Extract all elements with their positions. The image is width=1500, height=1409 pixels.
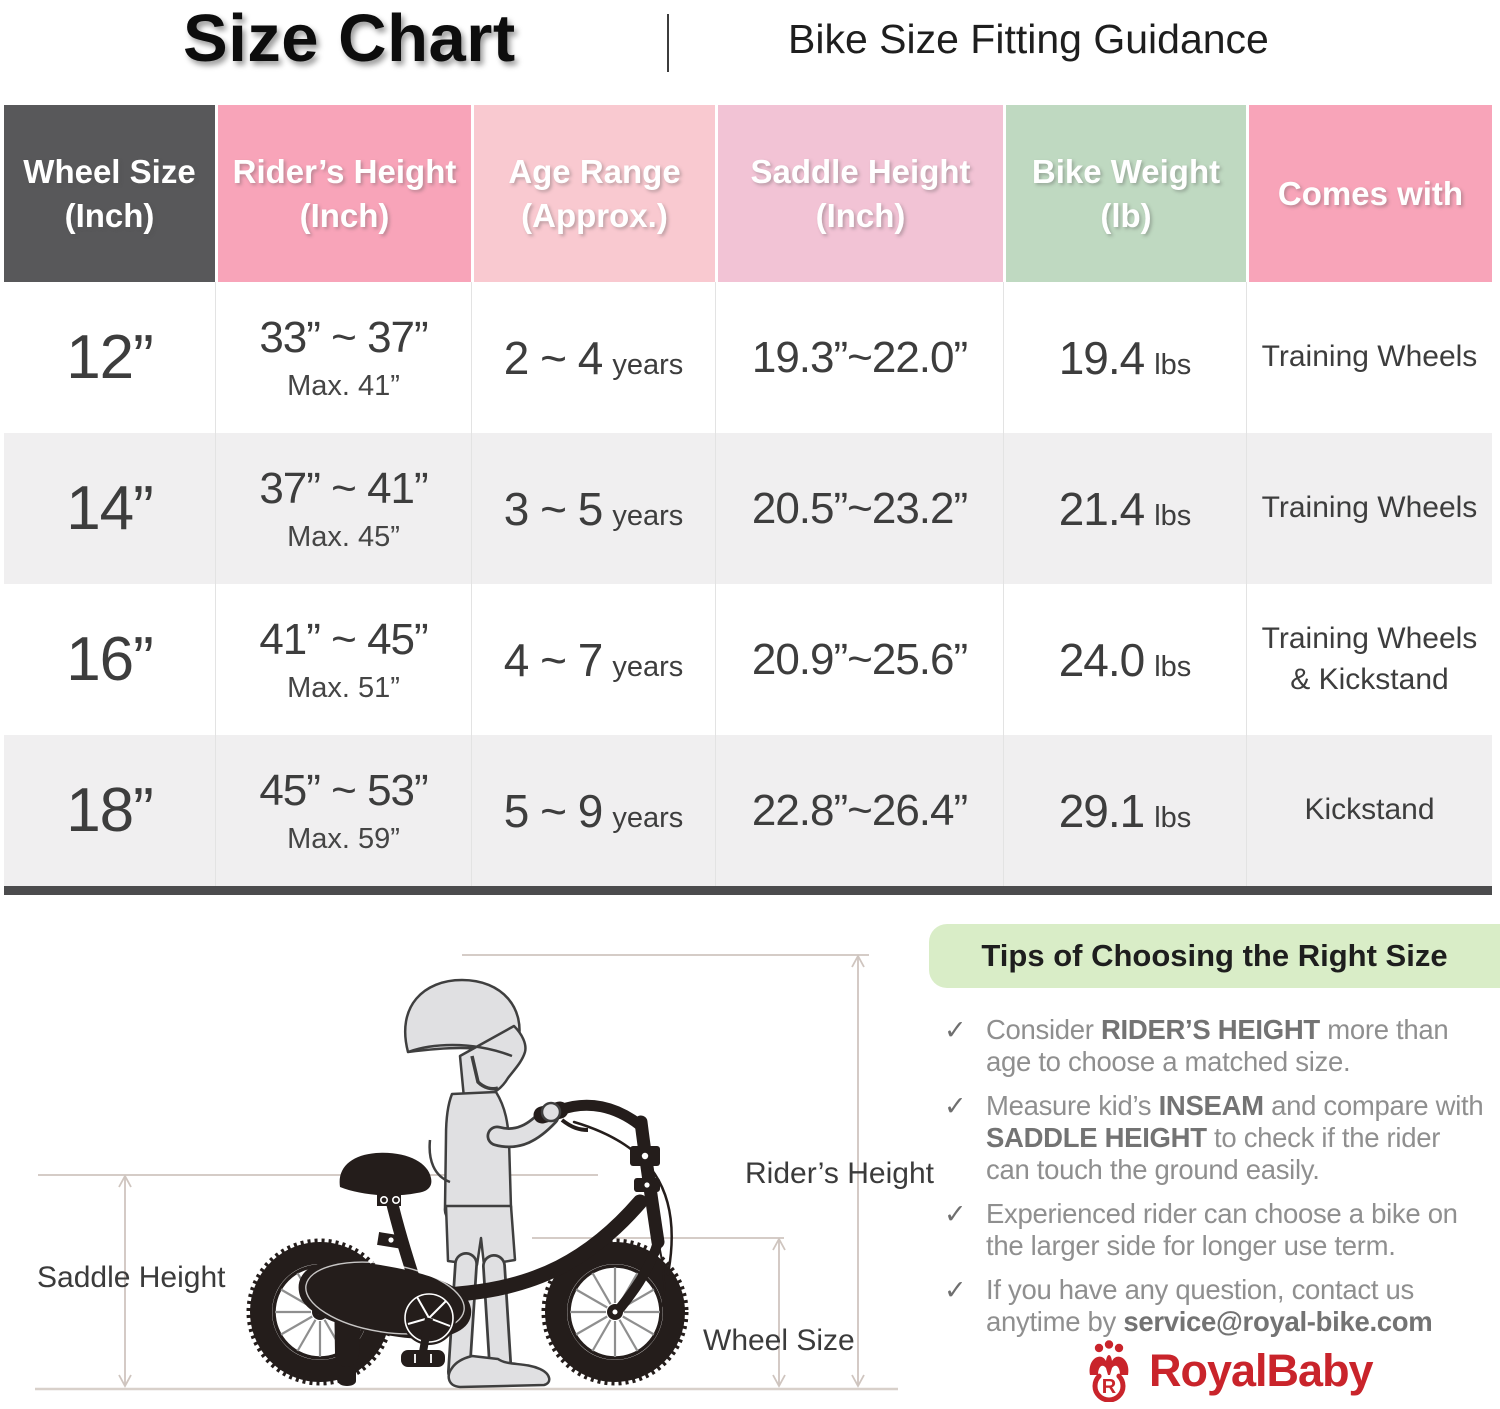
tip-text-part: Consider — [986, 1014, 1101, 1045]
column-header-saddle-height — [715, 105, 1003, 282]
table-cell-weight — [1003, 433, 1246, 584]
tip-text — [986, 1198, 1486, 1262]
tips-list — [944, 1014, 1489, 1338]
riders-height-label: Rider’s Height — [745, 1157, 934, 1190]
tip-text — [986, 1090, 1486, 1186]
table-cell-wheel — [4, 433, 215, 584]
tips-title-box — [929, 924, 1500, 988]
age-range-value: 4 ~ 7 — [503, 633, 603, 686]
table-cell-saddle — [715, 735, 1003, 886]
tip-text-part: INSEAM — [1158, 1090, 1264, 1121]
height-range-value: 37” ~ 41” — [259, 463, 428, 513]
tip-item — [944, 1198, 1489, 1262]
chain-guard — [299, 1252, 472, 1367]
wheel-size-value: 16” — [66, 625, 153, 694]
column-header-label: Age Range — [508, 152, 681, 190]
weight-unit: lbs — [1154, 801, 1192, 834]
title-divider — [667, 14, 669, 72]
age-unit: years — [612, 499, 684, 532]
height-max-value: Max. 51” — [287, 671, 400, 704]
column-header-label: (Inch) — [815, 196, 906, 234]
table-cell-age — [471, 433, 715, 584]
emblem-letter: R — [1101, 1376, 1117, 1398]
comes-with-value: Training Wheels — [1261, 340, 1478, 374]
weight-unit: lbs — [1154, 348, 1192, 381]
tip-item — [944, 1014, 1489, 1078]
table-bottom-bar — [4, 886, 1492, 895]
size-table — [4, 105, 1492, 886]
age-unit: years — [612, 650, 684, 683]
table-cell-saddle — [715, 433, 1003, 584]
column-header-label: Saddle Height — [750, 152, 971, 190]
shorts — [446, 1206, 515, 1265]
tip-text-part: Measure kid’s — [986, 1090, 1159, 1121]
table-cell-age — [471, 735, 715, 886]
column-header-label: Rider’s Height — [232, 152, 457, 190]
wheel-size-label: Wheel Size — [703, 1324, 855, 1357]
comes-with-value: Training Wheels — [1261, 491, 1478, 525]
tip-text-part: Experienced rider can choose a bike on the larger side for longer use term. — [986, 1198, 1458, 1261]
hand — [542, 1103, 560, 1121]
column-header-comes-with — [1246, 105, 1492, 282]
saddle — [340, 1153, 432, 1249]
tip-text — [986, 1014, 1486, 1078]
saddle-height-label: Saddle Height — [37, 1261, 226, 1294]
age-range-value: 3 ~ 5 — [503, 482, 603, 535]
comes-with-value: Training Wheels & Kickstand — [1261, 622, 1478, 696]
tip-text-part: SADDLE HEIGHT — [986, 1122, 1207, 1153]
check-icon: ✓ — [944, 1091, 967, 1121]
check-icon: ✓ — [944, 1199, 967, 1229]
table-cell-comes-with — [1246, 735, 1492, 886]
height-max-value: Max. 45” — [287, 520, 400, 553]
table-cell-height — [215, 735, 471, 886]
height-max-value: Max. 41” — [287, 369, 400, 402]
tip-text — [986, 1274, 1486, 1338]
tips-title: Tips of Choosing the Right Size — [981, 938, 1448, 973]
table-cell-height — [215, 282, 471, 433]
table-cell-weight — [1003, 282, 1246, 433]
table-cell-height — [215, 584, 471, 735]
brand-name: RoyalBaby — [1149, 1345, 1373, 1396]
tip-text-part: If you have any question, contact us anytime by — [986, 1274, 1414, 1337]
height-range-value: 41” ~ 45” — [259, 614, 428, 664]
column-header-label: (lb) — [1100, 196, 1152, 234]
page-title: Size Chart — [183, 1, 516, 76]
table-cell-wheel — [4, 584, 215, 735]
table-cell-comes-with — [1246, 584, 1492, 735]
brand-logo — [1076, 1340, 1373, 1402]
table-cell-saddle — [715, 584, 1003, 735]
shoe — [449, 1356, 550, 1387]
table-cell-age — [471, 282, 715, 433]
comes-with-value: Kickstand — [1304, 793, 1435, 827]
table-cell-weight — [1003, 735, 1246, 886]
column-header-label: (Inch) — [299, 196, 390, 234]
tip-text-part: to check if the rider can touch the ground easily. — [986, 1122, 1441, 1185]
column-header-riders-height — [215, 105, 471, 282]
column-header-label: Comes with — [1277, 174, 1464, 212]
column-header-wheel-size — [4, 105, 215, 282]
saddle-height-value: 22.8”~26.4” — [751, 785, 968, 835]
wheel-size-value: 14” — [66, 474, 153, 543]
tip-text-part: RIDER’S HEIGHT — [1101, 1014, 1320, 1045]
column-header-label: (Approx.) — [521, 196, 668, 234]
height-range-value: 45” ~ 53” — [259, 765, 428, 815]
table-cell-wheel — [4, 735, 215, 886]
weight-unit: lbs — [1154, 650, 1192, 683]
saddle-height-value: 20.5”~23.2” — [751, 483, 968, 533]
pedal — [401, 1350, 445, 1367]
table-cell-comes-with — [1246, 433, 1492, 584]
bike-weight-value: 19.4 — [1058, 331, 1145, 384]
tip-text-part: and compare with — [1263, 1090, 1484, 1121]
check-icon: ✓ — [944, 1015, 967, 1045]
page-subtitle: Bike Size Fitting Guidance — [788, 16, 1269, 62]
tip-text-part: more than age to choose a matched size. — [986, 1014, 1449, 1077]
saddle-height-value: 20.9”~25.6” — [751, 634, 968, 684]
column-header-age-range — [471, 105, 715, 282]
column-header-label: (Inch) — [64, 196, 155, 234]
bike-weight-value: 21.4 — [1058, 482, 1145, 535]
age-range-value: 2 ~ 4 — [503, 331, 603, 384]
table-cell-height — [215, 433, 471, 584]
weight-unit: lbs — [1154, 499, 1192, 532]
tip-text-part: service@royal-bike.com — [1123, 1306, 1433, 1337]
wheel-size-value: 12” — [66, 323, 153, 392]
tip-item — [944, 1274, 1489, 1338]
tip-item — [944, 1090, 1489, 1186]
table-cell-age — [471, 584, 715, 735]
royalbaby-emblem-icon — [1076, 1340, 1142, 1402]
column-header-bike-weight — [1003, 105, 1246, 282]
bike-weight-value: 24.0 — [1058, 633, 1145, 686]
table-cell-comes-with — [1246, 282, 1492, 433]
check-icon: ✓ — [944, 1275, 967, 1305]
height-range-value: 33” ~ 37” — [259, 312, 428, 362]
saddle-height-value: 19.3”~22.0” — [751, 332, 968, 382]
table-cell-saddle — [715, 282, 1003, 433]
age-unit: years — [612, 801, 684, 834]
table-cell-wheel — [4, 282, 215, 433]
column-header-label: Bike Weight — [1031, 152, 1221, 190]
height-max-value: Max. 59” — [287, 822, 400, 855]
column-header-label: Wheel Size — [23, 152, 196, 190]
age-unit: years — [612, 348, 684, 381]
bike-weight-value: 29.1 — [1058, 784, 1145, 837]
table-cell-weight — [1003, 584, 1246, 735]
wheel-size-value: 18” — [66, 776, 153, 845]
age-range-value: 5 ~ 9 — [503, 784, 603, 837]
